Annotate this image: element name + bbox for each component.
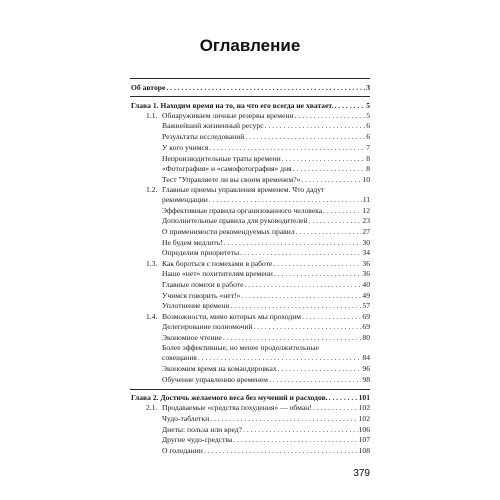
toc-page-number: 30 — [362, 238, 370, 247]
toc-page-number: 49 — [362, 291, 370, 300]
toc-entry-label: Важнейший жизненный ресурс — [162, 121, 264, 130]
toc-entry-label: Как бороться с помехами в работе — [162, 259, 273, 268]
toc-page-number: 40 — [362, 280, 370, 289]
toc-page-number: 108 — [358, 446, 370, 455]
toc-entry-label: Уплотнение времени — [162, 301, 230, 310]
toc-entry-label: О применимости рекомендуемых правил — [162, 227, 295, 236]
toc-page-number: 12 — [362, 206, 370, 215]
toc-page-number: 3 — [366, 83, 370, 92]
top-rule — [130, 78, 370, 79]
toc-page-number: 98 — [362, 375, 370, 384]
toc-entry-label: Результаты исследований — [162, 132, 245, 141]
toc-page-number: 84 — [362, 353, 370, 362]
toc-entry-label: Обучение управлению временем — [162, 375, 268, 384]
toc-section-number: 1.3. — [146, 259, 158, 268]
toc-entry-label: Учимся говорить «нет!» — [162, 291, 241, 300]
toc-entry-label: Более эффективные, но менее продолжительные — [162, 343, 319, 352]
toc-section-number: 1.2. — [146, 185, 158, 194]
toc-entry — [162, 443, 370, 455]
toc-entry-label: Диеты: польза или вред? — [162, 425, 243, 434]
toc-entry-label: Делегирование полномочий — [162, 322, 253, 331]
toc-page-number: 8 — [366, 154, 370, 163]
toc-entry-label: «Фотография» и «самофотография» дня — [162, 164, 292, 173]
toc-entry-label: Обнаруживаем личные резервы времени — [162, 111, 294, 120]
toc-entry-label: Наше «нет» похитителям времени — [162, 269, 273, 278]
toc-page-number: 27 — [362, 227, 370, 236]
page-number: 379 — [353, 468, 370, 479]
toc-page-number: 80 — [362, 333, 370, 342]
toc-entry-label: Экономное чтение — [162, 333, 222, 342]
toc-page-number: 106 — [358, 425, 370, 434]
toc-entry-label: Не будем медлить! — [162, 238, 223, 247]
toc-page-number: 5 — [366, 101, 370, 110]
toc-entry-label: Продаваемые «средства похудения» — обман! — [162, 403, 312, 412]
toc-entry-label: У кого учимся — [162, 143, 209, 152]
toc-entry-label: Главные приемы управления временем. Что дадут — [162, 185, 325, 194]
toc-entry-label: совещания — [162, 353, 197, 362]
toc-page-number: 101 — [358, 393, 370, 402]
dot-leader — [166, 83, 365, 92]
toc-page-number: 23 — [362, 216, 370, 225]
toc-entry-label: Определим приоритеты — [162, 248, 240, 257]
toc-entry-label: Чудо-таблетки — [162, 414, 210, 423]
toc-page-number: 6 — [366, 121, 370, 130]
toc-page-number: 6 — [366, 132, 370, 141]
toc-page-number: 96 — [362, 364, 370, 373]
toc-page-number: 102 — [358, 403, 370, 412]
toc-page-number: 69 — [362, 312, 370, 321]
toc-page-number: 11 — [362, 195, 370, 204]
toc-entry-label: Дополнительные правила для руководителей — [162, 216, 308, 225]
toc-page-number: 102 — [358, 414, 370, 423]
toc-entry-label: Об авторе — [131, 83, 166, 92]
toc-entry-label: Эффективные правила организованного человека — [162, 206, 323, 215]
toc-section-number: 2.1. — [146, 403, 158, 412]
toc-page-number: 8 — [366, 164, 370, 173]
toc-entry-label: Глава 1. Находим время на то, на что его всегда не хватает. — [131, 101, 334, 110]
toc-page-number: 69 — [362, 322, 370, 331]
toc-page-number: 36 — [362, 259, 370, 268]
toc-page-number: 36 — [362, 269, 370, 278]
toc-entry-label: Глава 2. Достичь желаемого веса без мучений и расходов. — [131, 393, 328, 402]
toc-entry-label: Возможности, мимо которых мы проходим — [162, 312, 302, 321]
toc-page-number: 10 — [362, 175, 370, 184]
toc-entry — [162, 372, 370, 384]
toc-page-number: 107 — [358, 435, 370, 444]
toc-chapter — [131, 80, 370, 92]
toc-page-number: 57 — [362, 301, 370, 310]
page-title: Оглавление — [199, 36, 301, 55]
toc-entry-label: Другие чудо-средства — [162, 435, 233, 444]
toc-entry-label: Тест "Управляете ли вы своим временем?» — [162, 175, 301, 184]
toc-page-number: 5 — [366, 111, 370, 120]
toc-section-number: 1.4. — [146, 312, 158, 321]
toc-page-number: 34 — [362, 248, 370, 257]
toc-entry-label: рекомендации — [162, 195, 208, 204]
toc-entry-label: Экономим время на командировках — [162, 364, 277, 373]
toc-section-number: 1.1. — [146, 111, 158, 120]
toc-page-number: 7 — [366, 143, 370, 152]
toc-entry-label: О голодании — [162, 446, 203, 455]
toc-entry-label: Непроизводительные траты времени — [162, 154, 281, 163]
chapter-rule — [130, 96, 370, 97]
dot-leader — [269, 375, 361, 384]
toc-entry-label: Главные помехи в работе — [162, 280, 244, 289]
dot-leader — [204, 446, 358, 455]
